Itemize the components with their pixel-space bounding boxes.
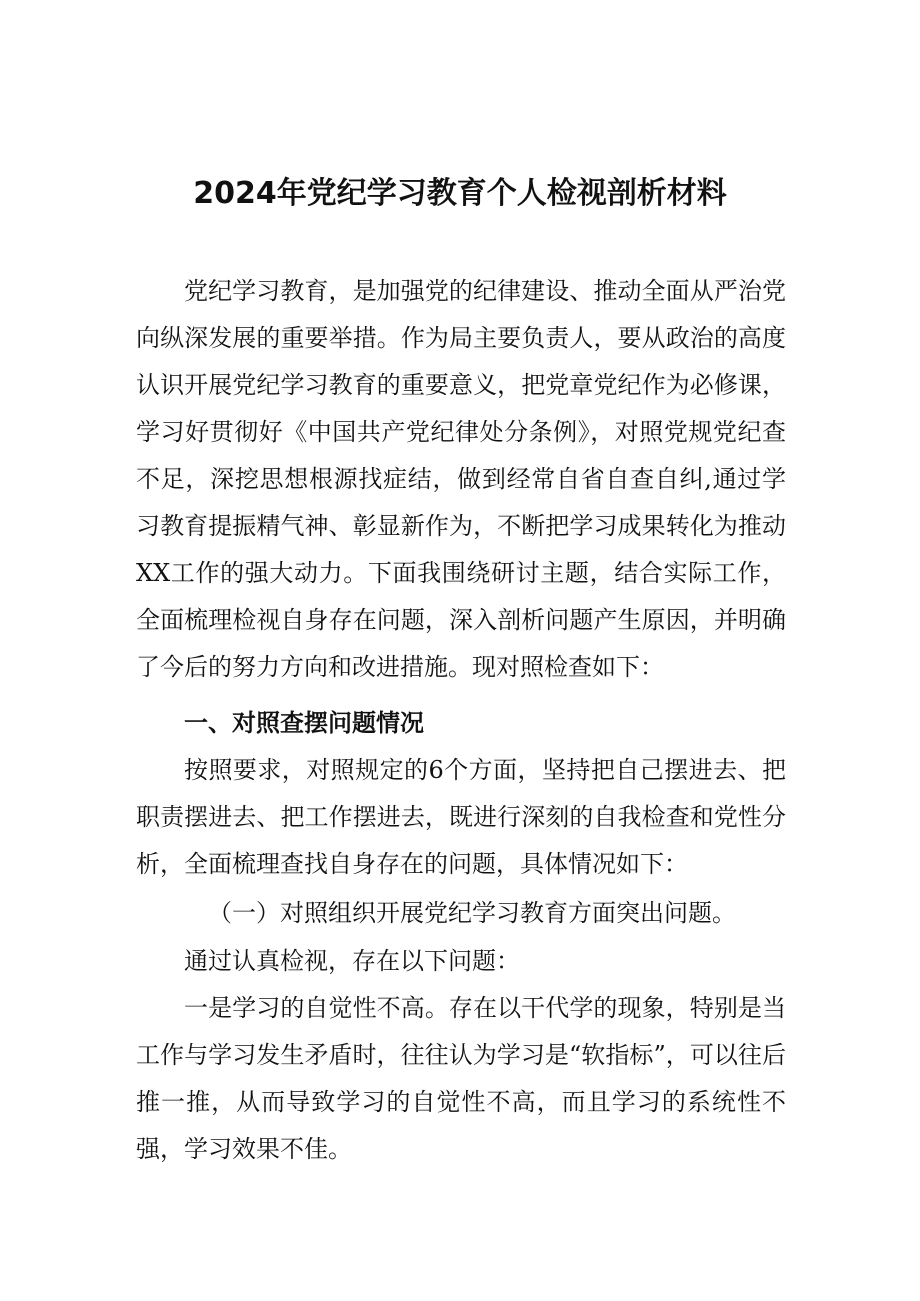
subsection-heading: （一）对照组织开展党纪学习教育方面突出问题。: [208, 899, 736, 927]
problem-paragraph: 一是学习的自觉性不高。存在以干代学的现象，特别是当工作与学习发生矛盾时，往往认为学习是“软指标”，可以往后推一推，从而导致学习的自觉性不高，而且学习的系统性不强，学习效果不佳。: [136, 994, 786, 1163]
intro-paragraph: 党纪学习教育，是加强党的纪律建设、推动全面从严治党向纵深发展的重要举措。作为局主要负责人，要从政治的高度认识开展党纪学习教育的重要意义，把党章党纪作为必修课，学习好贯彻好《中国共产党纪律处分条例》，对照党规党纪查不足，深挖思想根源找症结，做到经常自省自查自纠,通过学习教育提振精气神、彰显新作为，不断把学习成果转化为推动XX工作的强大动力。下面我围绕研讨主题，结合实际工作，全面梳理检视自身存在问题，深入剖析问题产生原因，并明确了今后的努力方向和改进措施。现对照检查如下：: [136, 277, 786, 681]
document-title: 2024年党纪学习教育个人检视剖析材料: [193, 176, 727, 211]
review-paragraph: 通过认真检视，存在以下问题：: [184, 947, 520, 975]
section-heading: 一、对照查摆问题情况: [184, 709, 424, 737]
requirements-paragraph: 按照要求，对照规定的6个方面，坚持把自己摆进去、把职责摆进去、把工作摆进去，既进行深刻的自我检查和党性分析，全面梳理查找自身存在的问题，具体情况如下：: [136, 756, 786, 878]
